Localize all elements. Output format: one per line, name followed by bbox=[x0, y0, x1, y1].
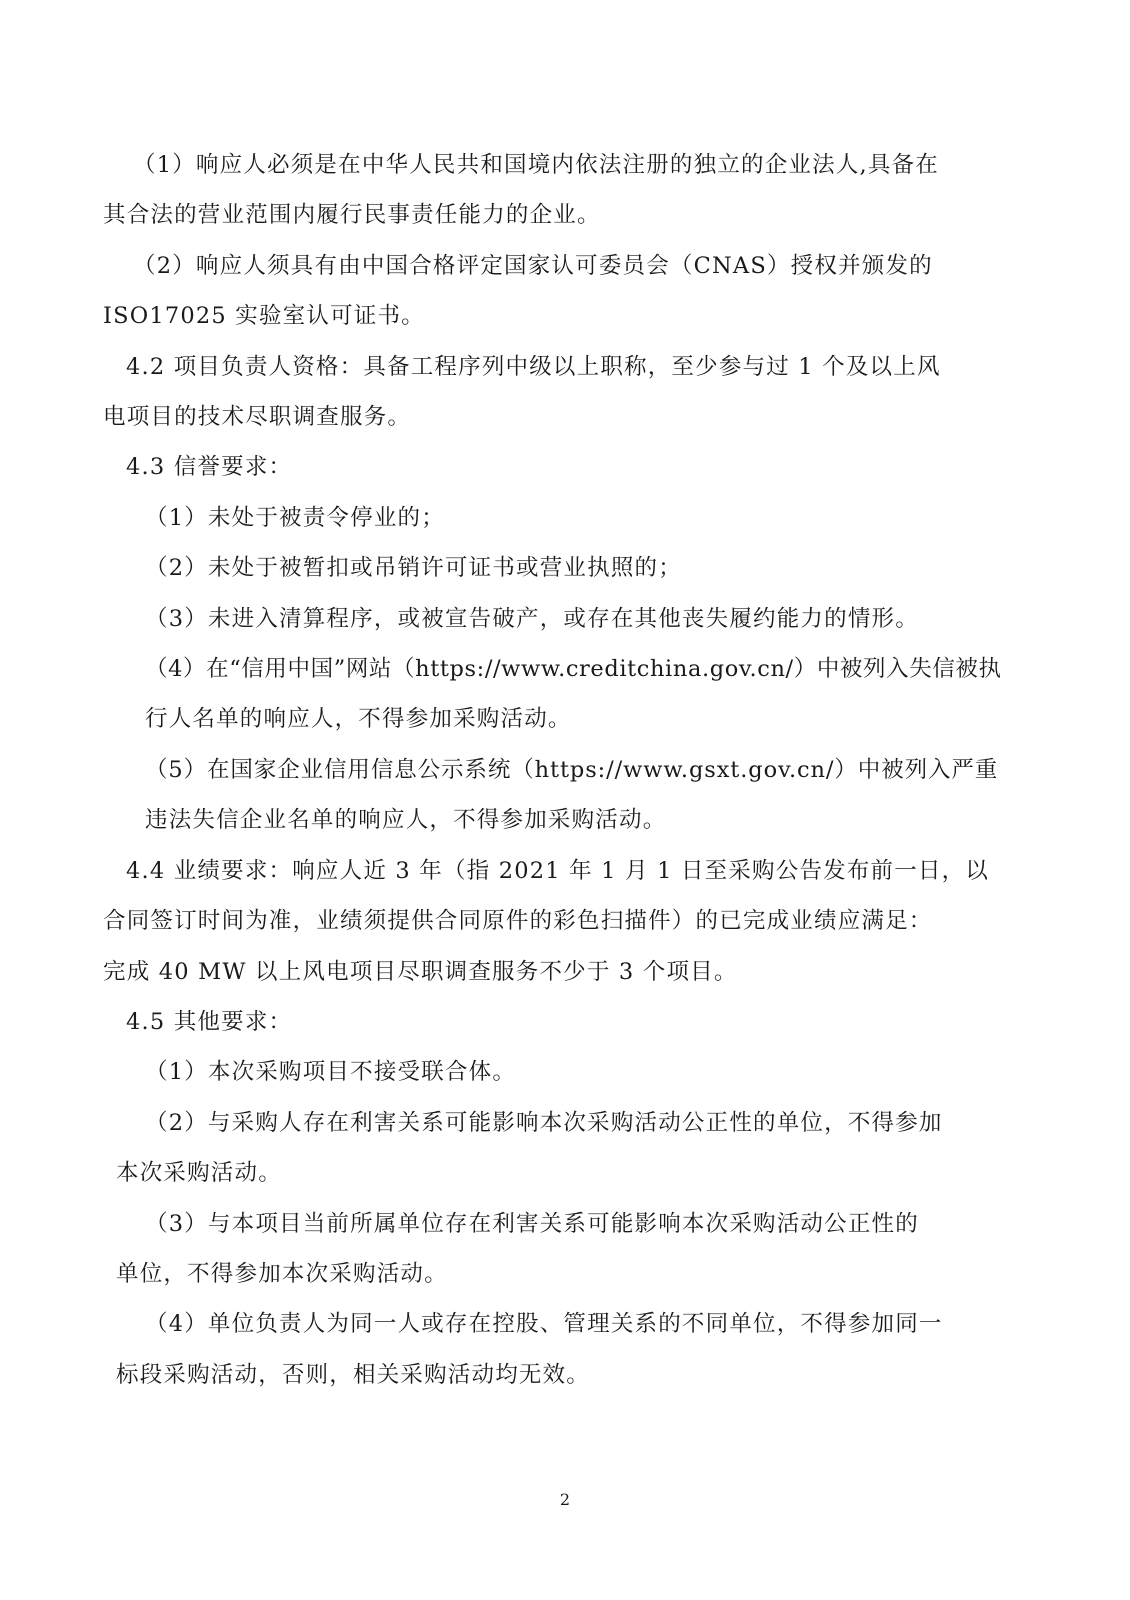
text-line-13: （5）在国家企业信用信息公示系统（https://www.gsxt.gov.cn/）中被列入严重 bbox=[145, 757, 999, 783]
text-line-25: 标段采购活动，否则，相关采购活动均无效。 bbox=[116, 1362, 591, 1388]
text-line-4: ISO17025 实验室认可证书。 bbox=[103, 303, 425, 329]
text-line-9: （2）未处于被暂扣或吊销许可证书或营业执照的； bbox=[145, 555, 682, 581]
text-line-20: （2）与采购人存在利害关系可能影响本次采购活动公正性的单位，不得参加 bbox=[145, 1110, 943, 1136]
text-line-19: （1）本次采购项目不接受联合体。 bbox=[145, 1059, 517, 1085]
text-line-8: （1）未处于被责令停业的； bbox=[145, 505, 445, 531]
text-line-24: （4）单位负责人为同一人或存在控股、管理关系的不同单位，不得参加同一 bbox=[145, 1311, 943, 1337]
text-line-15: 4.4 业绩要求：响应人近 3 年（指 2021 年 1 月 1 日至采购公告发布前一日，以 bbox=[126, 858, 990, 884]
text-line-12: 行人名单的响应人，不得参加采购活动。 bbox=[145, 706, 572, 732]
text-line-11: （4）在“信用中国”网站（https://www.creditchina.gov.cn/）中被列入失信被执 bbox=[145, 656, 1002, 682]
text-line-18: 4.5 其他要求： bbox=[126, 1009, 293, 1035]
text-line-17: 完成 40 MW 以上风电项目尽职调查服务不少于 3 个项目。 bbox=[103, 959, 738, 985]
text-line-21: 本次采购活动。 bbox=[116, 1160, 282, 1186]
text-line-5: 4.2 项目负责人资格：具备工程序列中级以上职称，至少参与过 1 个及以上风 bbox=[126, 354, 941, 380]
text-line-14: 违法失信企业名单的响应人，不得参加采购活动。 bbox=[145, 807, 667, 833]
text-line-2: 其合法的营业范围内履行民事责任能力的企业。 bbox=[103, 202, 601, 228]
text-line-3: （2）响应人须具有由中国合格评定国家认可委员会（CNAS）授权并颁发的 bbox=[133, 253, 933, 279]
text-line-16: 合同签订时间为准，业绩须提供合同原件的彩色扫描件）的已完成业绩应满足： bbox=[103, 908, 933, 934]
text-line-1: （1）响应人必须是在中华人民共和国境内依法注册的独立的企业法人,具备在 bbox=[133, 152, 939, 178]
page-number: 2 bbox=[559, 1490, 571, 1509]
text-line-7: 4.3 信誉要求： bbox=[126, 454, 293, 480]
text-line-10: （3）未进入清算程序，或被宣告破产，或存在其他丧失履约能力的情形。 bbox=[145, 606, 919, 632]
text-line-6: 电项目的技术尽职调查服务。 bbox=[103, 404, 412, 430]
text-line-22: （3）与本项目当前所属单位存在利害关系可能影响本次采购活动公正性的 bbox=[145, 1211, 919, 1237]
text-line-23: 单位，不得参加本次采购活动。 bbox=[116, 1261, 448, 1287]
